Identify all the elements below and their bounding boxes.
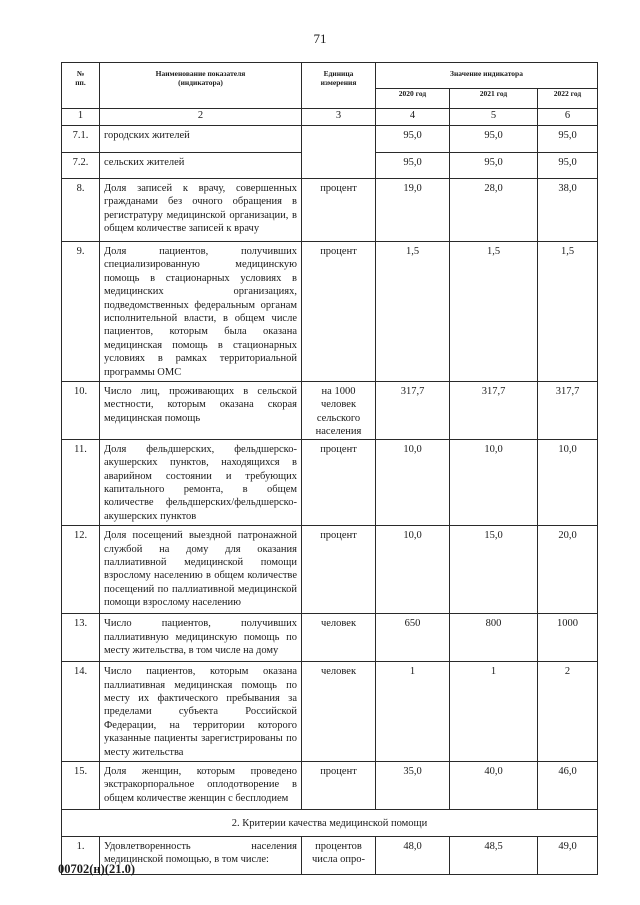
- indicator-unit: на 1000 человек сельского населения: [302, 382, 376, 440]
- value-2021: 10,0: [450, 439, 538, 525]
- row-number: 1.: [62, 836, 100, 874]
- header-year-2022: 2022 год: [538, 89, 598, 109]
- table-row: [62, 662, 598, 762]
- section-title: 2. Критерии качества медицинской помощи: [62, 809, 598, 836]
- column-number: 3: [302, 109, 376, 126]
- indicator-name: Удовлетворенность населения медицинской помощью, в том числе:: [100, 836, 302, 874]
- table-row: [62, 382, 598, 440]
- indicator-name: Доля посещений выездной патронажной службой на дому для оказания паллиативной медицинской помощи взрослому населению в общем количестве посещений по паллиативной медицинской помощи взрослому населению: [100, 526, 302, 614]
- header-value: Значение индикатора: [376, 63, 598, 89]
- value-2022: 95,0: [538, 153, 598, 179]
- column-number: 6: [538, 109, 598, 126]
- indicator-name: Число лиц, проживающих в сельской местности, которым оказана скорая медицинская помощь: [100, 382, 302, 440]
- table-row: [62, 179, 598, 242]
- header-year-2021: 2021 год: [450, 89, 538, 109]
- indicator-name: сельских жителей: [100, 153, 302, 179]
- row-number: 7.2.: [62, 153, 100, 179]
- value-2020: 317,7: [376, 382, 450, 440]
- column-number: 5: [450, 109, 538, 126]
- indicator-name: городских жителей: [100, 126, 302, 153]
- header-num: № пп.: [62, 63, 100, 109]
- column-number: 4: [376, 109, 450, 126]
- value-2021: 28,0: [450, 179, 538, 242]
- page-number: 71: [313, 31, 327, 46]
- indicator-unit: процентов числа опро-: [302, 836, 376, 874]
- value-2022: 49,0: [538, 836, 598, 874]
- indicator-name: Доля пациентов, получивших специализированную медицинскую помощь в стационарных условиях в медицинских организациях, подведомственных федеральным органам исполнительной власти, в общем числе пациентов, которым была оказана медицинская помощь в стационарных условиях в рамках территориальной программы ОМС: [100, 242, 302, 382]
- row-number: 11.: [62, 439, 100, 525]
- table-row: [62, 614, 598, 662]
- indicator-unit: человек: [302, 662, 376, 762]
- value-2022: 2: [538, 662, 598, 762]
- document-code: 00702(н)(21.0): [58, 862, 135, 876]
- value-2022: 1,5: [538, 242, 598, 382]
- indicator-unit: процент: [302, 242, 376, 382]
- value-2021: 15,0: [450, 526, 538, 614]
- table-row: [62, 439, 598, 525]
- header-name: Наименование показателя (индикатора): [100, 63, 302, 109]
- value-2021: 1,5: [450, 242, 538, 382]
- indicator-name: Доля записей к врачу, совершенных гражданами без очного обращения в регистратуру медицинской организации, в общем количестве записей к врачу: [100, 179, 302, 242]
- value-2020: 48,0: [376, 836, 450, 874]
- row-number: 12.: [62, 526, 100, 614]
- table-row: [62, 242, 598, 382]
- row-number: 13.: [62, 614, 100, 662]
- table-row: [62, 836, 598, 874]
- value-2022: 46,0: [538, 761, 598, 809]
- column-number-row: [62, 109, 598, 126]
- indicator-name: Доля фельдшерских, фельдшерско-акушерских пунктов, находящихся в аварийном состоянии и требующих капитального ремонта, в общем количестве фельдшерских/фельдшерско-акушерских пунктов: [100, 439, 302, 525]
- value-2021: 800: [450, 614, 538, 662]
- row-number: 15.: [62, 761, 100, 809]
- value-2020: 10,0: [376, 526, 450, 614]
- value-2020: 95,0: [376, 153, 450, 179]
- value-2020: 1: [376, 662, 450, 762]
- indicator-name: Доля женщин, которым проведено экстракорпоральное оплодотворение в общем количестве женщин с бесплодием: [100, 761, 302, 809]
- value-2022: 95,0: [538, 126, 598, 153]
- row-number: 10.: [62, 382, 100, 440]
- indicator-unit: человек: [302, 614, 376, 662]
- value-2021: 95,0: [450, 126, 538, 153]
- value-2021: 95,0: [450, 153, 538, 179]
- value-2020: 35,0: [376, 761, 450, 809]
- indicator-unit: процент: [302, 526, 376, 614]
- row-number: 7.1.: [62, 126, 100, 153]
- value-2020: 95,0: [376, 126, 450, 153]
- row-number: 14.: [62, 662, 100, 762]
- value-2021: 317,7: [450, 382, 538, 440]
- value-2020: 650: [376, 614, 450, 662]
- value-2022: 1000: [538, 614, 598, 662]
- column-number: 1: [62, 109, 100, 126]
- indicator-unit: процент: [302, 179, 376, 242]
- row-number: 9.: [62, 242, 100, 382]
- value-2022: 38,0: [538, 179, 598, 242]
- value-2022: 10,0: [538, 439, 598, 525]
- value-2022: 20,0: [538, 526, 598, 614]
- indicator-unit: процент: [302, 761, 376, 809]
- value-2022: 317,7: [538, 382, 598, 440]
- column-number: 2: [100, 109, 302, 126]
- table-row: [62, 761, 598, 809]
- table-row: [62, 126, 598, 153]
- value-2021: 48,5: [450, 836, 538, 874]
- section-row: [62, 809, 598, 836]
- indicator-name: Число пациентов, получивших паллиативную медицинскую помощь по месту жительства, в том числе на дому: [100, 614, 302, 662]
- indicator-unit: [302, 126, 376, 179]
- indicator-unit: процент: [302, 439, 376, 525]
- header-year-2020: 2020 год: [376, 89, 450, 109]
- value-2020: 1,5: [376, 242, 450, 382]
- value-2020: 10,0: [376, 439, 450, 525]
- header-unit: Единица измерения: [302, 63, 376, 109]
- row-number: 8.: [62, 179, 100, 242]
- indicators-table: [61, 62, 598, 875]
- value-2020: 19,0: [376, 179, 450, 242]
- value-2021: 40,0: [450, 761, 538, 809]
- indicator-name: Число пациентов, которым оказана паллиативная медицинская помощь по месту их фактического пребывания за пределами субъекта Российской Федерации, на территории которого указанные пациенты зарегистрированы по месту жительства: [100, 662, 302, 762]
- table-row: [62, 526, 598, 614]
- value-2021: 1: [450, 662, 538, 762]
